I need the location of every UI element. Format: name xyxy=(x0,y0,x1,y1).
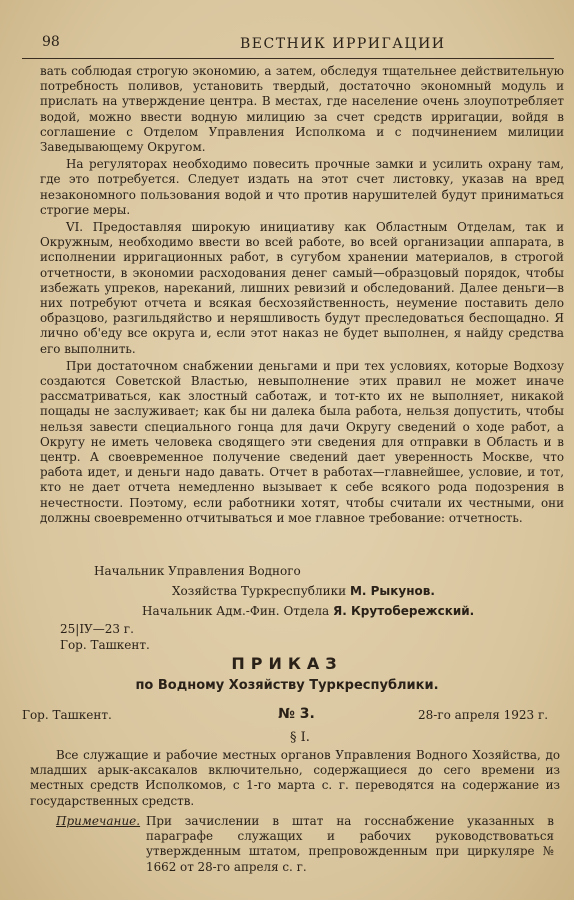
order-date: 28-го апреля 1923 г. xyxy=(418,708,549,722)
paragraph: вать соблюдая строгую экономию, а затем, обследуя тщательнее действительную потребность поливов, установить твердый, достаточно экономный модуль и прислать на утверждение центра. В местах, где население очень злоупотребляет водой, можно ввести водную милицию за счет средств ирригации, войдя в соглашение с Отделом Управления Исполкома и с подчинением милиции Заведывающему Округом. xyxy=(40,64,564,155)
signature-name: Я. Крутобережский. xyxy=(333,604,475,618)
page-header xyxy=(22,30,554,59)
signature-line-1: Начальник Управления Водного xyxy=(94,564,301,578)
note-label: Примечание. xyxy=(56,814,141,828)
signature-line-2 xyxy=(172,584,435,598)
signature-date: 25|IУ—23 г. xyxy=(60,622,134,636)
page-number: 98 xyxy=(42,34,60,50)
article-body xyxy=(40,64,564,528)
paragraph: На регуляторах необходимо повесить прочные замки и усилить охрану там, где это потребуется. Следует издать на этот счет листовку, указав на вред незакономного пользования водой и что против нарушителей будут приниматься строгие меры. xyxy=(40,157,564,217)
signature-line-3 xyxy=(142,604,474,618)
order-subtitle: по Водному Хозяйству Туркреспублики. xyxy=(135,678,439,693)
order-title: ПРИКАЗ xyxy=(231,654,343,673)
signature-name: М. Рыкунов. xyxy=(349,584,435,598)
order-city: Гор. Ташкент. xyxy=(22,708,112,722)
note-text: При зачислении в штат на госснабжение указанных в параграфе служащих и рабочих руководствоваться утвержденным штатом, препровожденным при циркуляре № 1662 от 28-го апреля с. г. xyxy=(146,814,554,874)
signature-title: Начальник Адм.-Фин. Отдела xyxy=(142,604,330,618)
signature-title: Хозяйства Туркреспублики xyxy=(172,584,347,598)
order-section: § I. xyxy=(290,730,310,745)
journal-title: ВЕСТНИК ИРРИГАЦИИ xyxy=(240,36,446,52)
signature-place: Гор. Ташкент. xyxy=(60,638,150,652)
paragraph: Все служащие и рабочие местных органов Управления Водного Хозяйства, до младших арык-аксакалов включительно, содержащиеся до сего времени из местных средств Исполкомов, с 1-го марта с. г. переводятся на содержание из государственных средств. xyxy=(30,748,560,808)
paragraph: При достаточном снабжении деньгами и при тех условиях, которые Водхозу создаются Советской Властью, невыполнение этих правил не может иначе рассматриваться, как злостный саботаж, и тот-кто их не выполняет, никакой пощады не заслуживает; как бы ни далека была работа, нельзя допустить, чтобы нельзя завести специального гонца для дачи Округу сведений о ходе работ, а Округу не иметь человека сводящего эти сведения для отправки в Область и в центр. А своевременное получение сведений дает уверенность Москве, что работа идет, и деньги надо давать. Отчет в работах—главнейшее, условие, и тот, кто не дает отчета немедленно вызывает к себе всякого рода подозрения в нечестности. Поэтому, если работники хотят, чтобы считали их честными, они должны своевременно отчитываться и мое главное требование: отчетность. xyxy=(40,358,564,525)
paragraph: VI. Предоставляя широкую инициативу как Областным Отделам, так и Окружным, необходимо ввести во всей работе, во всей организации аппарата, в исполнении ирригационных работ, в сугубом хранении материалов, в строгой отчетности, в экономии расходования денег самый—образцовый порядок, чтобы избежать упреков, нареканий, лишних ревизий и обследований. Далее деньги—в них потребуют отчета и всякая бесхозяйственность, неумение поставить дело образцово, разгильдяйство и неряшливость будут преследоваться беспощадно. Я лично об'еду все округа и, если этот наказ не будет выполнен, я найду средства его выполнить. xyxy=(40,220,564,356)
order-number: № 3. xyxy=(278,706,315,722)
order-text xyxy=(30,748,560,809)
